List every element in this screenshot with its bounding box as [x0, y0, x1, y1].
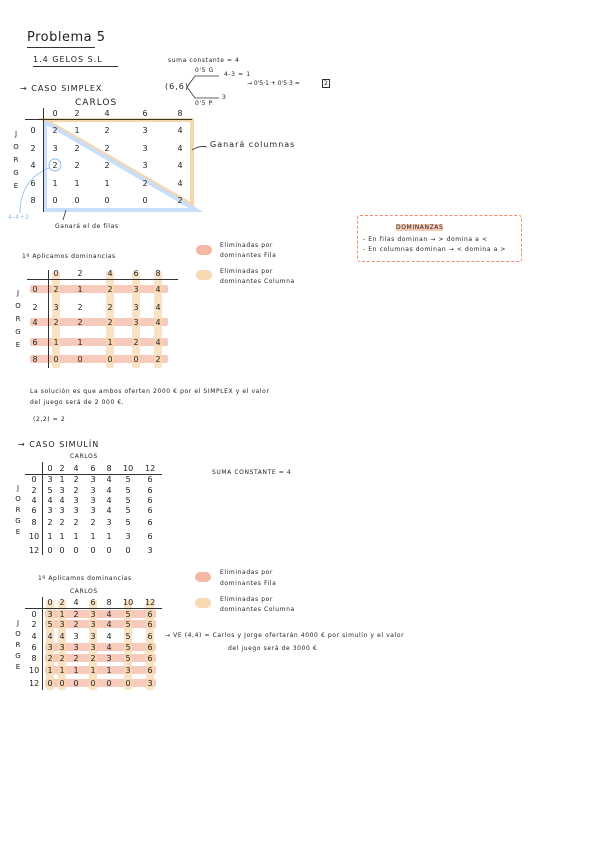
matrix-cell: 1 — [90, 666, 96, 675]
conclusion1-point: (2,2) = 2 — [33, 416, 66, 423]
matrix-cell: 6 — [147, 506, 153, 515]
matrix-cell: 3 — [47, 506, 53, 515]
tree-branch-top: 0'5 G — [195, 67, 214, 74]
row-header: 4 — [32, 318, 38, 327]
row-header: 2 — [32, 303, 38, 312]
matrix-cell: 6 — [147, 496, 153, 505]
matrix-cell: 0 — [90, 546, 96, 555]
row-header: 4 — [31, 496, 37, 505]
col-header: 6 — [142, 109, 148, 118]
row-header: 0 — [32, 285, 38, 294]
matrix-cell: 2 — [104, 126, 110, 135]
matrix-cell: 3 — [142, 144, 148, 153]
matrix-cell: 3 — [47, 475, 53, 484]
conclusion2-line1: → VE (4,4) = Carlos y Jorge ofertarán 4000 € por simulín y el valor — [165, 632, 405, 639]
player-row-letter: R — [15, 506, 21, 514]
player-row-letter: E — [15, 528, 21, 536]
matrix-cell: 2 — [59, 518, 65, 527]
matrix-cell: 2 — [73, 486, 79, 495]
matrix-cell: 5 — [125, 496, 131, 505]
tree-result: 2 — [324, 80, 329, 87]
page-title: Problema 5 — [27, 30, 95, 48]
matrix-cell: 2 — [73, 654, 79, 663]
row-header: 2 — [30, 144, 36, 153]
matrix-cell: 2 — [52, 161, 58, 170]
matrix-cell: 5 — [125, 506, 131, 515]
matrix-cell: 5 — [125, 620, 131, 629]
tree-branch-bottom: 0'5 P — [195, 100, 213, 107]
col-header: 10 — [123, 598, 134, 607]
row-header: 0 — [31, 610, 37, 619]
matrix-vline — [43, 108, 44, 212]
matrix-cell: 6 — [147, 610, 153, 619]
matrix-cell: 1 — [47, 666, 53, 675]
annot-columns: Ganará columnas — [210, 140, 296, 149]
matrix-cell: 6 — [147, 486, 153, 495]
matrix-cell: 3 — [125, 666, 131, 675]
matrix-cell: 6 — [147, 518, 153, 527]
matrix-cell: 2 — [74, 144, 80, 153]
matrix-cell: 3 — [47, 610, 53, 619]
col-header: 6 — [90, 464, 96, 473]
matrix-vline — [42, 462, 43, 555]
matrix-cell: 0 — [106, 546, 112, 555]
col-header: 8 — [177, 109, 183, 118]
col-header: 6 — [90, 598, 96, 607]
matrix-cell: 4 — [177, 179, 183, 188]
simplex-regions — [0, 0, 600, 240]
matrix-cell: 3 — [73, 632, 79, 641]
col-header: 10 — [123, 464, 134, 473]
matrix-cell: 6 — [147, 475, 153, 484]
matrix-cell: 3 — [90, 486, 96, 495]
matrix-cell: 3 — [133, 318, 139, 327]
col-header: 2 — [74, 109, 80, 118]
matrix-cell: 3 — [90, 643, 96, 652]
legend-col-text: dominantes Columna — [220, 606, 295, 613]
matrix-cell: 2 — [59, 654, 65, 663]
row-header: 8 — [30, 196, 36, 205]
matrix-cell: 3 — [73, 643, 79, 652]
legend-col-text: Eliminadas por — [220, 268, 273, 275]
matrix-cell: 4 — [106, 486, 112, 495]
section-title: 1.4 GELOS S.L — [33, 55, 118, 67]
row-header: 6 — [31, 643, 37, 652]
player-col-label: CARLOS — [70, 453, 98, 460]
matrix-cell: 6 — [147, 654, 153, 663]
player-row-letter: G — [15, 328, 21, 336]
matrix-cell: 0 — [142, 196, 148, 205]
matrix-cell: 0 — [73, 679, 79, 688]
col-header: 8 — [155, 269, 161, 278]
matrix-cell: 3 — [133, 303, 139, 312]
dominance2-heading: 1º Aplicamos dominancias — [38, 575, 132, 582]
legend-col-text: Eliminadas por — [220, 596, 273, 603]
matrix-cell: 0 — [107, 355, 113, 364]
rows-region — [45, 122, 196, 210]
conclusion1-line1: La solución es que ambos oferten 2000 € por el SIMPLEX y el valor — [30, 388, 270, 395]
col-header: 12 — [145, 598, 156, 607]
matrix-cell: 1 — [59, 666, 65, 675]
row-header: 4 — [31, 632, 37, 641]
row-header: 8 — [31, 654, 37, 663]
legend-row-swatch — [196, 245, 212, 255]
matrix-cell: 2 — [142, 179, 148, 188]
matrix-cell: 4 — [106, 610, 112, 619]
row-header: 8 — [32, 355, 38, 364]
matrix-cell: 6 — [147, 666, 153, 675]
matrix-cell: 5 — [125, 518, 131, 527]
matrix-cell: 1 — [47, 532, 53, 541]
matrix-cell: 4 — [106, 496, 112, 505]
player-row-letter: E — [13, 182, 19, 190]
dominanzas-line: - En columnas dominan → < domina a > — [363, 246, 507, 253]
matrix-cell: 0 — [73, 546, 79, 555]
matrix-cell: 1 — [74, 179, 80, 188]
matrix-cell: 4 — [106, 632, 112, 641]
matrix-cell: 1 — [90, 532, 96, 541]
player-row-letter: G — [15, 652, 21, 660]
matrix-cell: 2 — [73, 518, 79, 527]
matrix-cell: 3 — [147, 679, 153, 688]
matrix-cell: 5 — [125, 475, 131, 484]
matrix-cell: 1 — [107, 338, 113, 347]
matrix-cell: 2 — [177, 196, 183, 205]
matrix-cell: 0 — [104, 196, 110, 205]
matrix-cell: 3 — [59, 486, 65, 495]
matrix-cell: 1 — [106, 532, 112, 541]
player-row-letter: G — [15, 517, 21, 525]
matrix-cell: 3 — [52, 144, 58, 153]
player-row-letter: E — [15, 663, 21, 671]
matrix-vline — [48, 270, 49, 368]
row-header: 0 — [31, 475, 37, 484]
matrix-cell: 1 — [53, 338, 59, 347]
matrix-cell: 2 — [77, 303, 83, 312]
matrix-cell: 2 — [77, 318, 83, 327]
player-row-letter: J — [16, 484, 20, 492]
matrix-cell: 2 — [104, 161, 110, 170]
matrix-cell: 2 — [90, 654, 96, 663]
matrix-cell: 4 — [155, 338, 161, 347]
matrix-cell: 3 — [125, 532, 131, 541]
row-header: 4 — [30, 161, 36, 170]
matrix-cell: 2 — [107, 303, 113, 312]
row-header: 6 — [31, 506, 37, 515]
simplex-heading: → CASO SIMPLEX — [20, 84, 103, 93]
matrix-cell: 5 — [125, 610, 131, 619]
row-header: 12 — [29, 679, 40, 688]
col-header: 0 — [53, 269, 59, 278]
matrix-cell: 2 — [73, 610, 79, 619]
simulin-heading: → CASO SIMULÍN — [18, 440, 100, 449]
legend-row-text: Eliminadas por — [220, 569, 273, 576]
matrix-cell: 5 — [47, 620, 53, 629]
matrix-cell: 4 — [177, 161, 183, 170]
matrix-cell: 3 — [90, 620, 96, 629]
matrix-cell: 0 — [125, 546, 131, 555]
matrix-cell: 4 — [177, 144, 183, 153]
matrix-cell: 3 — [133, 285, 139, 294]
matrix-hline — [25, 119, 192, 120]
matrix-cell: 3 — [73, 506, 79, 515]
player-row-letter: O — [13, 143, 19, 151]
player-row-letter: O — [15, 495, 21, 503]
player-row-letter: R — [15, 641, 21, 649]
matrix-cell: 4 — [155, 318, 161, 327]
matrix-cell: 2 — [90, 518, 96, 527]
col-header: 6 — [133, 269, 139, 278]
tree-branch-bottom-value: 3 — [222, 94, 227, 101]
dominanzas-box — [357, 215, 522, 262]
tree-node: (6,6) — [165, 82, 189, 91]
matrix-cell: 3 — [90, 506, 96, 515]
row-header: 6 — [32, 338, 38, 347]
legend-col-swatch — [195, 598, 211, 608]
matrix-cell: 4 — [155, 303, 161, 312]
matrix-cell: 3 — [53, 303, 59, 312]
matrix-hline — [25, 608, 162, 609]
matrix-cell: 3 — [147, 546, 153, 555]
matrix-cell: 2 — [107, 285, 113, 294]
matrix-cell: 0 — [77, 355, 83, 364]
col-header: 4 — [73, 598, 79, 607]
player-row-letter: G — [13, 169, 19, 177]
matrix-cell: 0 — [133, 355, 139, 364]
col-header: 4 — [104, 109, 110, 118]
matrix-cell: 3 — [90, 496, 96, 505]
matrix-cell: 4 — [59, 496, 65, 505]
row-header: 6 — [30, 179, 36, 188]
matrix-cell: 1 — [59, 475, 65, 484]
player-row-letter: O — [15, 302, 21, 310]
matrix-cell: 3 — [142, 126, 148, 135]
player-row-letter: E — [15, 341, 21, 349]
matrix-cell: 4 — [106, 475, 112, 484]
matrix-cell: 0 — [52, 196, 58, 205]
legend-row-text: Eliminadas por — [220, 242, 273, 249]
player-col-label: CARLOS — [70, 588, 98, 595]
matrix-cell: 4 — [47, 496, 53, 505]
matrix-cell: 2 — [104, 144, 110, 153]
matrix-cell: 3 — [47, 643, 53, 652]
matrix-cell: 2 — [52, 126, 58, 135]
col-header: 0 — [47, 598, 53, 607]
player-row-letter: R — [15, 315, 21, 323]
annot-circle: 4-4+2 — [8, 214, 30, 221]
col-header: 8 — [106, 598, 112, 607]
player-row-letter: R — [13, 156, 19, 164]
matrix-cell: 0 — [47, 546, 53, 555]
player-row-letter: O — [15, 630, 21, 638]
legend-row-text: dominantes Fila — [220, 580, 277, 587]
matrix-cell: 3 — [59, 506, 65, 515]
matrix-cell: 2 — [155, 355, 161, 364]
matrix-cell: 0 — [59, 546, 65, 555]
row-header: 10 — [29, 532, 40, 541]
matrix-vline — [42, 597, 43, 690]
matrix-cell: 6 — [147, 632, 153, 641]
row-header: 2 — [31, 486, 37, 495]
matrix-cell: 0 — [53, 355, 59, 364]
matrix-cell: 4 — [59, 632, 65, 641]
matrix-cell: 0 — [47, 679, 53, 688]
matrix-cell: 0 — [59, 679, 65, 688]
matrix-cell: 1 — [73, 532, 79, 541]
matrix-cell: 6 — [147, 643, 153, 652]
matrix-cell: 2 — [53, 318, 59, 327]
matrix-cell: 1 — [52, 179, 58, 188]
player-row-letter: J — [16, 619, 20, 627]
conclusion1-line2: del juego será de 2 000 €. — [30, 399, 125, 406]
col-header: 8 — [106, 464, 112, 473]
col-header: 12 — [145, 464, 156, 473]
matrix-cell: 5 — [125, 632, 131, 641]
dominanzas-title: DOMINANZAS — [396, 224, 444, 231]
annot-rows: Ganará el de filas — [55, 223, 119, 230]
row-header: 2 — [31, 620, 37, 629]
matrix-cell: 1 — [59, 610, 65, 619]
matrix-cell: 3 — [90, 632, 96, 641]
col-header: 4 — [107, 269, 113, 278]
matrix-cell: 2 — [107, 318, 113, 327]
matrix-cell: 5 — [125, 486, 131, 495]
player-col-label: CARLOS — [75, 98, 118, 108]
matrix-cell: 2 — [47, 654, 53, 663]
matrix-cell: 1 — [77, 338, 83, 347]
matrix-hline — [27, 279, 178, 280]
matrix-cell: 3 — [59, 643, 65, 652]
matrix-cell: 5 — [47, 486, 53, 495]
conclusion2-line2: del juego será de 3000 € — [228, 645, 318, 652]
matrix-cell: 0 — [106, 679, 112, 688]
matrix-cell: 2 — [73, 475, 79, 484]
col-header: 2 — [59, 464, 65, 473]
matrix-cell: 2 — [53, 285, 59, 294]
matrix-cell: 4 — [106, 506, 112, 515]
matrix-cell: 3 — [90, 475, 96, 484]
matrix-cell: 1 — [106, 666, 112, 675]
legend-row-swatch — [195, 572, 211, 582]
matrix-cell: 3 — [73, 496, 79, 505]
tree-branch-top-value: 4-3 = 1 — [224, 71, 251, 78]
matrix-cell: 4 — [47, 632, 53, 641]
matrix-cell: 2 — [73, 620, 79, 629]
matrix-cell: 3 — [106, 518, 112, 527]
col-header: 0 — [52, 109, 58, 118]
matrix-cell: 5 — [125, 643, 131, 652]
matrix-cell: 1 — [59, 532, 65, 541]
matrix-cell: 0 — [125, 679, 131, 688]
tree-expected: → 0'5·1 + 0'5·3 = — [247, 80, 300, 87]
player-row-letter: J — [16, 289, 20, 297]
suma-constante: SUMA CONSTANTE = 4 — [212, 469, 292, 476]
matrix-cell: 2 — [133, 338, 139, 347]
matrix-cell: 4 — [155, 285, 161, 294]
matrix-cell: 1 — [74, 126, 80, 135]
matrix-cell: 3 — [142, 161, 148, 170]
matrix-cell: 2 — [74, 161, 80, 170]
legend-row-text: dominantes Fila — [220, 252, 277, 259]
matrix-cell: 1 — [104, 179, 110, 188]
matrix-cell: 0 — [74, 196, 80, 205]
suma-constante: suma constante = 4 — [168, 57, 240, 64]
row-header: 10 — [29, 666, 40, 675]
legend-col-swatch — [196, 270, 212, 280]
dominance1-heading: 1º Aplicamos dominancias — [22, 253, 116, 260]
row-header: 12 — [29, 546, 40, 555]
matrix-cell: 4 — [177, 126, 183, 135]
legend-col-text: dominantes Columna — [220, 278, 295, 285]
matrix-cell: 4 — [106, 643, 112, 652]
dominanzas-line: - En filas dominan → > domina a < — [363, 236, 488, 243]
matrix-cell: 5 — [125, 654, 131, 663]
matrix-cell: 3 — [90, 610, 96, 619]
matrix-cell: 3 — [59, 620, 65, 629]
matrix-cell: 1 — [73, 666, 79, 675]
player-row-letter: J — [14, 130, 18, 138]
matrix-cell: 6 — [147, 620, 153, 629]
col-header: 2 — [77, 269, 83, 278]
matrix-cell: 6 — [147, 532, 153, 541]
matrix-cell: 3 — [106, 654, 112, 663]
col-header: 2 — [59, 598, 65, 607]
matrix-cell: 0 — [90, 679, 96, 688]
matrix-cell: 1 — [77, 285, 83, 294]
matrix-cell: 2 — [47, 518, 53, 527]
matrix-cell: 4 — [106, 620, 112, 629]
col-header: 4 — [73, 464, 79, 473]
row-header: 0 — [30, 126, 36, 135]
row-header: 8 — [31, 518, 37, 527]
col-header: 0 — [47, 464, 53, 473]
